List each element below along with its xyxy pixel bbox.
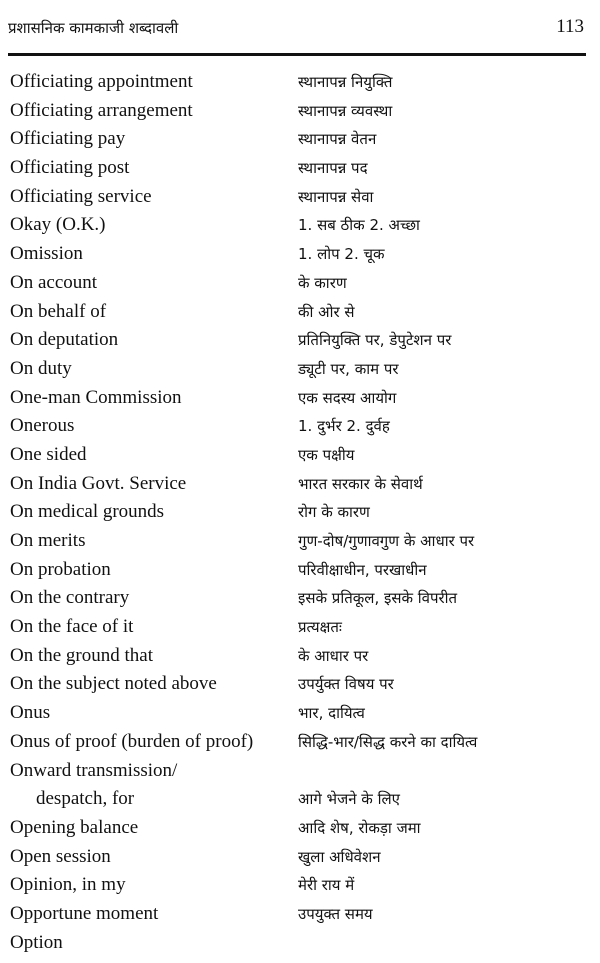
- glossary-entry: [0, 125, 600, 154]
- entry-gloss: इसके प्रतिकूल, इसके विपरीत: [298, 589, 458, 608]
- entry-term: One sided: [10, 443, 87, 465]
- glossary-entry: [0, 556, 600, 585]
- glossary-entry: [0, 154, 600, 183]
- entry-gloss: 1. दुर्भर 2. दुर्वह: [298, 417, 390, 436]
- entry-gloss: गुण-दोष/गुणावगुण के आधार पर: [298, 532, 475, 550]
- entry-term: On duty: [10, 357, 72, 379]
- entry-term: On the contrary: [10, 587, 130, 609]
- entry-term: Onus of proof (burden of proof): [10, 730, 254, 752]
- glossary-entry: [0, 183, 600, 212]
- entry-term: One-man Commission: [10, 386, 182, 408]
- entry-term: Okay (O.K.): [10, 214, 106, 236]
- entry-gloss: ड्यूटी पर, काम पर: [298, 359, 399, 378]
- header-rule: [8, 53, 586, 56]
- entry-term: Officiating post: [10, 157, 130, 179]
- glossary-entry: [0, 642, 600, 671]
- glossary-entry: [0, 843, 600, 872]
- page-header: [8, 16, 584, 44]
- entry-term: On account: [10, 271, 98, 293]
- glossary-entry: [0, 613, 600, 642]
- glossary-entry: [0, 498, 600, 527]
- glossary-entry: [0, 97, 600, 126]
- glossary-entry: [0, 527, 600, 556]
- entry-gloss: रोग के कारण: [298, 503, 370, 522]
- glossary-entry: [0, 584, 600, 613]
- entry-gloss: भार, दायित्व: [298, 704, 365, 723]
- entry-gloss: एक पक्षीय: [298, 445, 355, 464]
- entry-gloss: के आधार पर: [298, 646, 369, 665]
- entry-term: Officiating pay: [10, 128, 126, 150]
- entry-term: On merits: [10, 530, 86, 551]
- entry-gloss: स्थानापन्न वेतन: [298, 130, 377, 149]
- entry-gloss: 1. सब ठीक 2. अच्छा: [298, 216, 420, 235]
- entry-term: On behalf of: [10, 300, 107, 322]
- glossary-entry: [0, 785, 600, 814]
- entry-term: Officiating service: [10, 185, 152, 207]
- glossary-entry: [0, 355, 600, 384]
- glossary-entry: [0, 699, 600, 728]
- entry-gloss: स्थानापन्न सेवा: [298, 187, 374, 206]
- entry-term: Onward transmission/: [10, 759, 178, 781]
- glossary-entry: [0, 470, 600, 499]
- entry-gloss: सिद्धि-भार/सिद्ध करने का दायित्व: [298, 732, 478, 751]
- glossary-entry: [0, 384, 600, 413]
- entry-term: On the ground that: [10, 644, 154, 666]
- entry-gloss: प्रतिनियुक्ति पर, डेपुटेशन पर: [298, 331, 452, 350]
- glossary-entry: [0, 929, 600, 958]
- entry-gloss: स्थानापन्न नियुक्ति: [298, 73, 393, 91]
- entry-term: Open session: [10, 845, 111, 867]
- entry-gloss: खुला अधिवेशन: [298, 847, 381, 866]
- glossary-entry: [0, 412, 600, 441]
- glossary-entry: [0, 68, 600, 97]
- entry-term: Onus: [10, 702, 51, 724]
- entry-term: On medical grounds: [10, 501, 165, 523]
- entry-term: On the face of it: [10, 616, 134, 638]
- entry-term: On India Govt. Service: [10, 472, 187, 494]
- entry-term: Onerous: [10, 415, 75, 437]
- entry-gloss: आदि शेष, रोकड़ा जमा: [298, 818, 421, 837]
- glossary-entry: [0, 757, 600, 786]
- entry-term: Officiating appointment: [10, 71, 193, 92]
- entry-term: Opportune moment: [10, 902, 159, 924]
- entry-gloss: प्रत्यक्षतः: [298, 618, 342, 637]
- entry-gloss: उपर्युक्त विषय पर: [298, 675, 394, 694]
- entry-gloss: स्थानापन्न पद: [298, 159, 368, 178]
- entry-gloss: उपयुक्त समय: [298, 904, 373, 923]
- entry-gloss: परिवीक्षाधीन, परखाधीन: [298, 560, 427, 579]
- entry-term: Opening balance: [10, 816, 139, 838]
- entry-term: On deputation: [10, 329, 119, 351]
- glossary-entry: [0, 900, 600, 929]
- running-title: प्रशासनिक कामकाजी शब्दावली: [8, 19, 179, 37]
- glossary-entry: [0, 326, 600, 355]
- entry-term: despatch, for: [36, 788, 135, 810]
- glossary-list: [0, 68, 600, 957]
- glossary-entry: [0, 298, 600, 327]
- glossary-entry: [0, 211, 600, 240]
- glossary-entry: [0, 670, 600, 699]
- entry-gloss: भारत सरकार के सेवार्थ: [298, 474, 423, 493]
- entry-gloss: 1. लोप 2. चूक: [298, 245, 385, 264]
- entry-gloss: मेरी राय में: [298, 876, 355, 895]
- entry-gloss: के कारण: [298, 273, 347, 292]
- glossary-entry: [0, 240, 600, 269]
- glossary-entry: [0, 441, 600, 470]
- entry-term: Officiating arrangement: [10, 99, 193, 121]
- entry-gloss: स्थानापन्न व्यवस्था: [298, 101, 393, 120]
- entry-term: On the subject noted above: [10, 673, 217, 695]
- entry-term: Omission: [10, 243, 83, 265]
- glossary-entry: [0, 871, 600, 900]
- glossary-entry: [0, 814, 600, 843]
- entry-gloss: की ओर से: [298, 302, 355, 321]
- glossary-entry: [0, 269, 600, 298]
- entry-gloss: आगे भेजने के लिए: [298, 790, 400, 809]
- entry-term: Opinion, in my: [10, 874, 126, 896]
- entry-term: Option: [10, 931, 63, 953]
- glossary-entry: [0, 728, 600, 757]
- entry-gloss: एक सदस्य आयोग: [298, 388, 397, 407]
- entry-term: On probation: [10, 558, 111, 580]
- page-number: 113: [556, 16, 584, 37]
